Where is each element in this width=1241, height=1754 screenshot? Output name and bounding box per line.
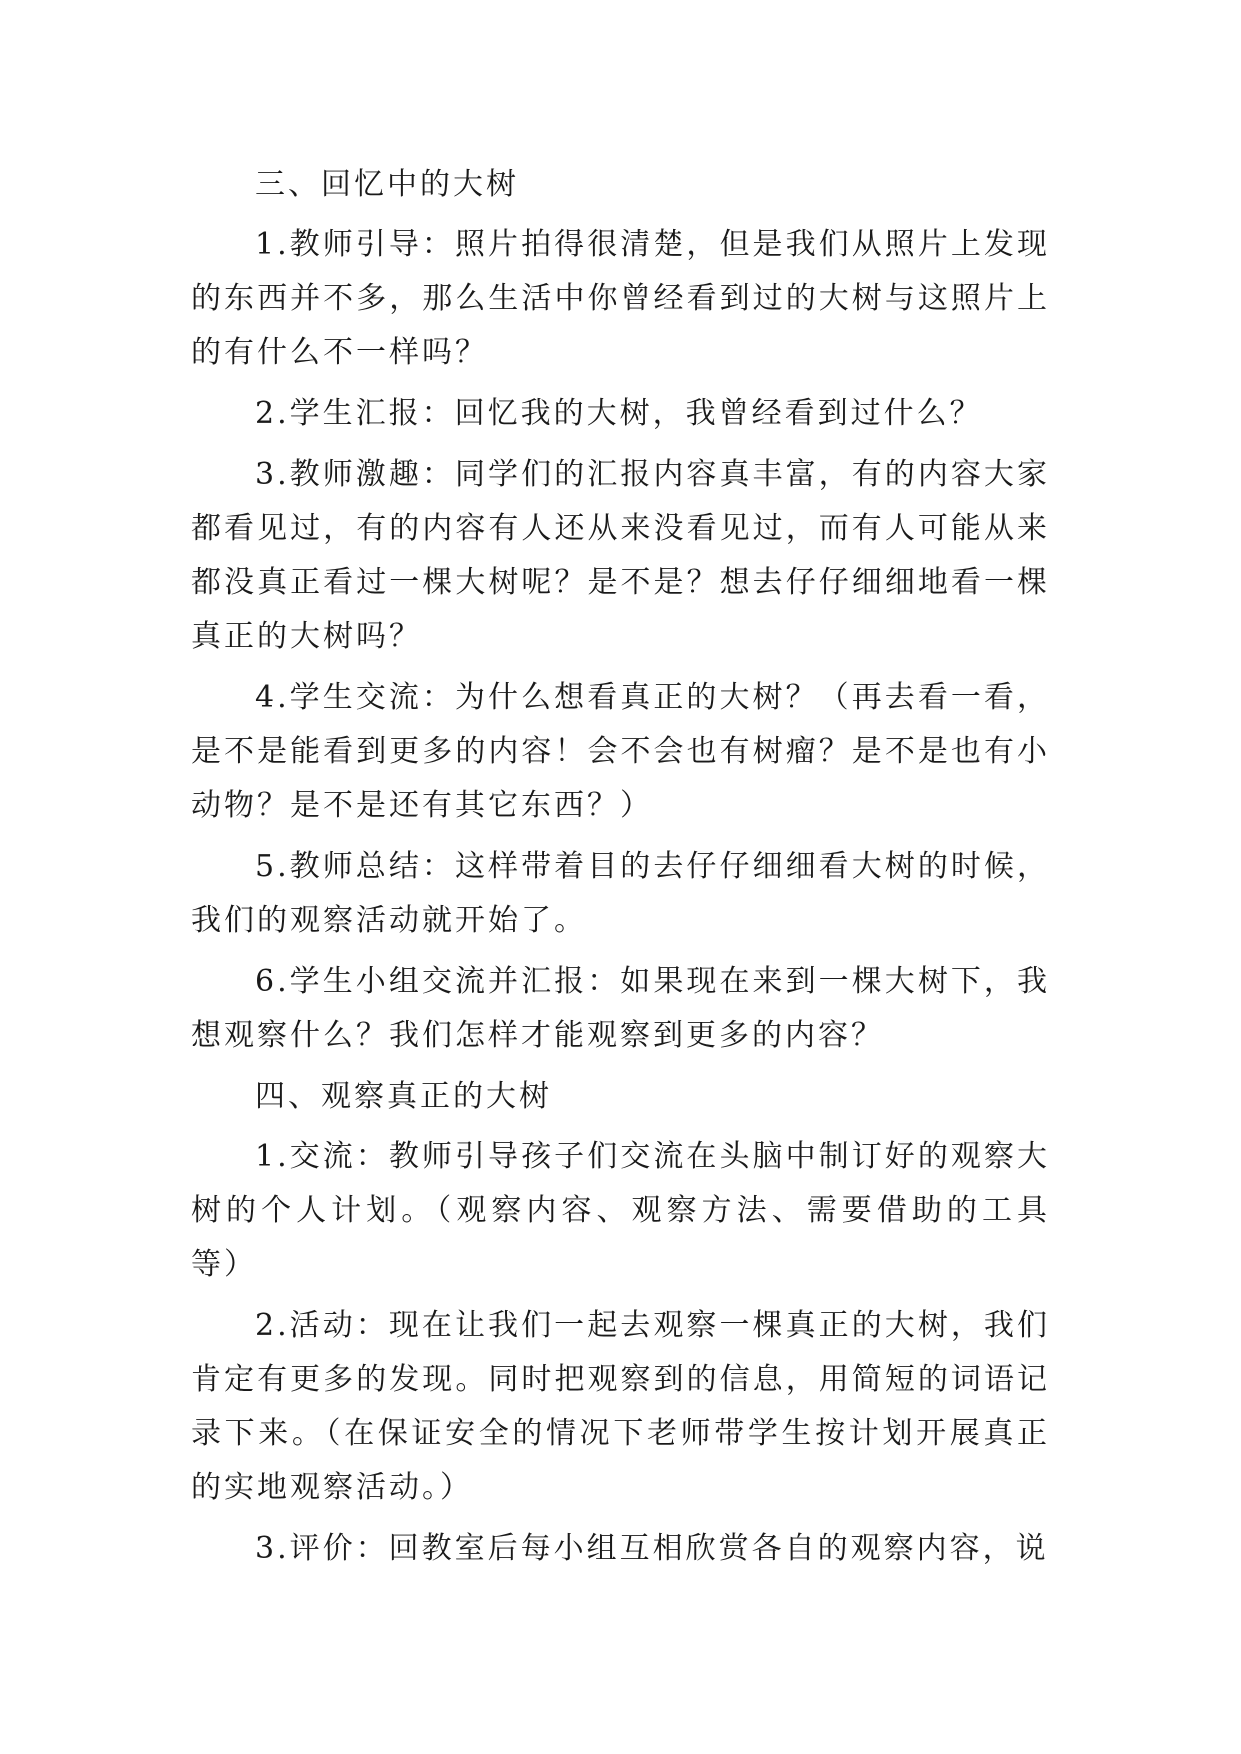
paragraph-3-4: 4.学生交流：为什么想看真正的大树？（再去看一看，是不是能看到更多的内容！会不会也有树瘤？是不是也有小动物？是不是还有其它东西？） bbox=[191, 680, 1050, 823]
section-heading-3: 三、回忆中的大树 bbox=[255, 167, 519, 202]
document-page bbox=[191, 158, 1050, 1583]
paragraph-3-6: 6.学生小组交流并汇报：如果现在来到一棵大树下，我想观察什么？我们怎样才能观察到更多的内容？ bbox=[191, 964, 1050, 1053]
section-heading-4: 四、观察真正的大树 bbox=[255, 1079, 552, 1114]
paragraph-4-2: 2.活动：现在让我们一起去观察一棵真正的大树，我们肯定有更多的发现。同时把观察到的信息，用简短的词语记录下来。（在保证安全的情况下老师带学生按计划开展真正的实地观察活动。） bbox=[191, 1308, 1050, 1505]
paragraph-4-1: 1.交流：教师引导孩子们交流在头脑中制订好的观察大树的个人计划。（观察内容、观察方法、需要借助的工具等） bbox=[191, 1139, 1050, 1282]
paragraph-3-5: 5.教师总结：这样带着目的去仔仔细细看大树的时候，我们的观察活动就开始了。 bbox=[191, 849, 1050, 938]
paragraph-3-1: 1.教师引导：照片拍得很清楚，但是我们从照片上发现的东西并不多，那么生活中你曾经看到过的大树与这照片上的有什么不一样吗？ bbox=[191, 227, 1050, 370]
paragraph-3-2: 2.学生汇报：回忆我的大树，我曾经看到过什么？ bbox=[255, 396, 983, 431]
paragraph-3-3: 3.教师激趣：同学们的汇报内容真丰富，有的内容大家都看见过，有的内容有人还从来没看见过，而有人可能从来都没真正看过一棵大树呢？是不是？想去仔仔细细地看一棵真正的大树吗？ bbox=[191, 457, 1050, 654]
paragraph-4-3: 3.评价：回教室后每小组互相欣赏各自的观察内容，说 bbox=[255, 1531, 1049, 1566]
